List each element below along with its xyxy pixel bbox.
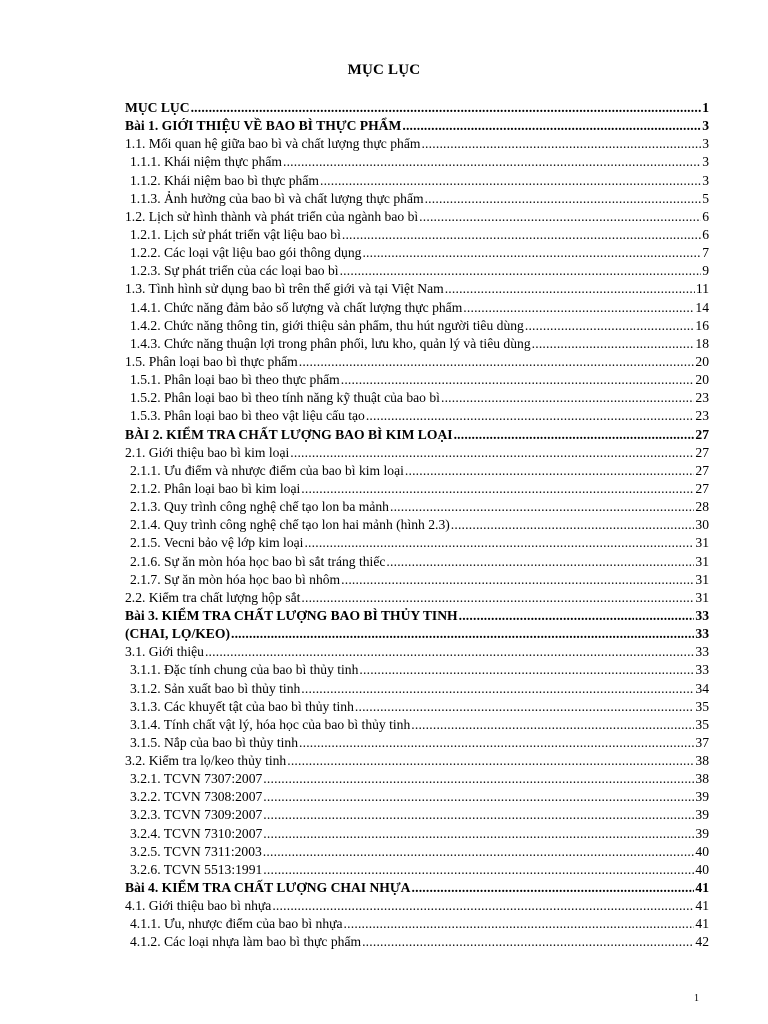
toc-dot-leader <box>301 589 694 607</box>
toc-entry[interactable] <box>125 843 709 861</box>
toc-entry-title: 1.2.1. Lịch sử phát triển vật liệu bao bì <box>130 226 341 242</box>
toc-entry[interactable] <box>125 534 709 552</box>
toc-dot-leader <box>355 698 695 716</box>
toc-entry-page: 30 <box>695 517 709 533</box>
toc-dot-leader <box>340 262 702 280</box>
toc-entry-title: 2.1.2. Phân loại bao bì kim loại <box>130 480 301 496</box>
toc-entry-title: 1.2. Lịch sử hình thành và phát triển của ngành bao bì <box>125 208 419 224</box>
toc-entry-page: 27 <box>695 444 709 460</box>
toc-entry-title: 3.1.2. Sản xuất bao bì thủy tinh <box>130 680 301 696</box>
page-title: MỤC LỤC <box>347 62 421 78</box>
toc-entry-page: 1 <box>702 100 709 115</box>
toc-entry[interactable] <box>125 752 709 770</box>
toc-dot-leader <box>191 99 702 117</box>
toc-dot-leader <box>525 317 695 335</box>
toc-entry-title: 3.1.5. Nắp của bao bì thủy tinh <box>130 734 299 750</box>
toc-entry[interactable] <box>125 716 709 734</box>
toc-dot-leader <box>412 879 695 897</box>
toc-entry-page: 3 <box>702 136 709 152</box>
toc-entry-page: 31 <box>695 553 709 569</box>
toc-entry[interactable] <box>125 335 709 353</box>
toc-entry-page: 20 <box>695 372 709 388</box>
toc-entry-title: 1.2.2. Các loại vật liệu bao gói thông dụng <box>130 245 362 261</box>
toc-entry-page: 38 <box>695 771 709 787</box>
toc-dot-leader <box>263 825 694 843</box>
toc-entry[interactable] <box>125 806 709 824</box>
toc-entry-page: 41 <box>695 880 709 896</box>
toc-entry[interactable] <box>125 153 709 171</box>
toc-entry-page: 28 <box>695 499 709 515</box>
toc-entry[interactable] <box>125 625 709 643</box>
toc-entry-title: 2.1.6. Sự ăn mòn hóa học bao bì sắt tráng thiếc <box>130 553 386 569</box>
toc-entry-page: 3 <box>702 118 709 134</box>
toc-entry-page: 3 <box>702 172 709 188</box>
toc-dot-leader <box>231 625 694 643</box>
toc-entry-page: 14 <box>695 299 709 315</box>
toc-entry-title: 3.2.1. TCVN 7307:2007 <box>130 771 263 787</box>
toc-entry-title: 3.2.4. TCVN 7310:2007 <box>130 825 263 841</box>
toc-entry-title: 1.4.1. Chức năng đảm bảo số lượng và chất lượng thực phẩm <box>130 299 463 315</box>
toc-entry-page: 7 <box>702 245 709 261</box>
toc-entry-page: 39 <box>695 807 709 823</box>
toc-entry-title: 3.1.4. Tính chất vật lý, hóa học của bao bì thủy tinh <box>130 716 411 732</box>
page-number: 1 <box>694 993 699 1004</box>
toc-entry-title: 1.4.2. Chức năng thông tin, giới thiệu sản phẩm, thu hút người tiêu dùng <box>130 317 524 333</box>
toc-dot-leader <box>263 788 694 806</box>
toc-dot-leader <box>299 734 694 752</box>
toc-entry-title: 2.1.7. Sự ăn mòn hóa học bao bì nhôm <box>130 571 341 587</box>
toc-dot-leader <box>299 353 695 371</box>
toc-entry[interactable] <box>125 117 709 135</box>
toc-entry[interactable] <box>125 135 709 153</box>
toc-entry[interactable] <box>125 734 709 752</box>
toc-dot-leader <box>263 770 694 788</box>
toc-dot-leader <box>301 680 694 698</box>
toc-dot-leader <box>454 426 695 444</box>
toc-dot-leader <box>411 716 694 734</box>
toc-entry[interactable] <box>125 371 709 389</box>
toc-entry[interactable] <box>125 444 709 462</box>
toc-entry[interactable] <box>125 280 709 298</box>
toc-entry-page: 33 <box>695 607 709 623</box>
toc-dot-leader <box>287 752 694 770</box>
toc-entry[interactable] <box>125 244 709 262</box>
toc-entry[interactable] <box>125 498 709 516</box>
toc-entry-page: 33 <box>695 662 709 678</box>
toc-dot-leader <box>290 444 694 462</box>
toc-dot-leader <box>263 861 694 879</box>
toc-entry-title: 3.1. Giới thiệu <box>125 644 204 660</box>
toc-dot-leader <box>390 498 694 516</box>
toc-dot-leader <box>419 208 701 226</box>
toc-entry-title: 2.1.3. Quy trình công nghệ chế tạo lon ba mảnh <box>130 499 389 515</box>
toc-entry-title: BÀI 2. KIỂM TRA CHẤT LƯỢNG BAO BÌ KIM LOẠI <box>125 426 453 442</box>
toc-entry-title: 1.1.1. Khái niệm thực phẩm <box>130 154 282 170</box>
toc-entry-title: 1.5. Phân loại bao bì thực phẩm <box>125 353 298 369</box>
toc-entry-page: 38 <box>695 753 709 769</box>
toc-entry-title: 1.2.3. Sự phát triển của các loại bao bì <box>130 263 339 279</box>
toc-entry[interactable] <box>125 389 709 407</box>
toc-entry-page: 40 <box>695 861 709 877</box>
toc-dot-leader <box>362 933 694 951</box>
table-of-contents <box>125 99 709 952</box>
toc-entry[interactable] <box>125 879 709 897</box>
toc-entry-page: 37 <box>695 734 709 750</box>
toc-entry-title: 4.1. Giới thiệu bao bì nhựa <box>125 898 272 914</box>
toc-entry[interactable] <box>125 226 709 244</box>
toc-dot-leader <box>283 153 701 171</box>
toc-entry-title: 2.1.1. Ưu điểm và nhược điểm của bao bì kim loại <box>130 462 404 478</box>
toc-entry-title: (CHAI, LỌ/KEO) <box>125 626 230 642</box>
toc-entry-page: 39 <box>695 789 709 805</box>
toc-entry-title: 1.4.3. Chức năng thuận lợi trong phân phối, lưu kho, quản lý và tiêu dùng <box>130 335 531 351</box>
toc-dot-leader <box>263 843 695 861</box>
toc-dot-leader <box>272 897 694 915</box>
toc-entry-page: 35 <box>695 698 709 714</box>
toc-entry-page: 33 <box>695 644 709 660</box>
toc-entry[interactable] <box>125 915 709 933</box>
toc-dot-leader <box>386 553 694 571</box>
toc-entry[interactable] <box>125 99 709 117</box>
toc-entry-title: MỤC LỤC <box>125 100 190 115</box>
toc-dot-leader <box>359 661 694 679</box>
toc-entry[interactable] <box>125 589 709 607</box>
toc-dot-leader <box>205 643 694 661</box>
toc-entry[interactable] <box>125 353 709 371</box>
toc-entry-title: 4.1.1. Ưu, nhược điểm của bao bì nhựa <box>130 916 343 932</box>
toc-entry[interactable] <box>125 571 709 589</box>
toc-entry[interactable] <box>125 825 709 843</box>
toc-entry-title: 3.2.2. TCVN 7308:2007 <box>130 789 263 805</box>
toc-entry-page: 35 <box>695 716 709 732</box>
toc-entry-page: 16 <box>695 317 709 333</box>
toc-entry[interactable] <box>125 933 709 951</box>
toc-entry-page: 20 <box>695 353 709 369</box>
toc-entry[interactable] <box>125 262 709 280</box>
toc-entry-page: 34 <box>695 680 709 696</box>
toc-entry-title: 3.1.3. Các khuyết tật của bao bì thủy tinh <box>130 698 354 714</box>
toc-entry-title: Bài 3. KIỂM TRA CHẤT LƯỢNG BAO BÌ THỦY TINH <box>125 607 458 623</box>
toc-entry-title: 2.1.4. Quy trình công nghệ chế tạo lon hai mảnh (hình 2.3) <box>130 517 450 533</box>
toc-entry-page: 31 <box>695 571 709 587</box>
toc-entry-title: 1.1.2. Khái niệm bao bì thực phẩm <box>130 172 319 188</box>
toc-entry-title: 3.2. Kiểm tra lọ/keo thủy tinh <box>125 753 287 769</box>
toc-entry[interactable] <box>125 407 709 425</box>
toc-dot-leader <box>362 244 701 262</box>
toc-entry-page: 6 <box>702 208 709 224</box>
toc-entry-page: 27 <box>695 462 709 478</box>
toc-entry-title: 3.2.3. TCVN 7309:2007 <box>130 807 263 823</box>
toc-entry[interactable] <box>125 317 709 335</box>
toc-dot-leader <box>451 516 695 534</box>
toc-entry-page: 33 <box>695 626 709 642</box>
toc-entry-page: 18 <box>695 335 709 351</box>
toc-entry[interactable] <box>125 172 709 190</box>
toc-dot-leader <box>263 806 694 824</box>
toc-entry-title: 3.2.6. TCVN 5513:1991 <box>130 861 263 877</box>
toc-dot-leader <box>445 280 695 298</box>
toc-entry[interactable] <box>125 643 709 661</box>
toc-dot-leader <box>425 190 702 208</box>
toc-entry-page: 23 <box>695 390 709 406</box>
toc-entry-title: 3.1.1. Đặc tính chung của bao bì thủy tinh <box>130 662 359 678</box>
toc-entry[interactable] <box>125 426 709 444</box>
toc-entry-page: 6 <box>702 226 709 242</box>
toc-entry[interactable] <box>125 190 709 208</box>
toc-entry[interactable] <box>125 861 709 879</box>
toc-entry-page: 41 <box>695 916 709 932</box>
toc-entry[interactable] <box>125 680 709 698</box>
toc-entry-title: 2.1. Giới thiệu bao bì kim loại <box>125 444 290 460</box>
toc-dot-leader <box>405 462 695 480</box>
toc-entry[interactable] <box>125 698 709 716</box>
toc-entry[interactable] <box>125 299 709 317</box>
toc-entry-title: 1.3. Tình hình sử dụng bao bì trên thế giới và tại Việt Nam <box>125 281 444 297</box>
toc-dot-leader <box>341 571 694 589</box>
toc-entry[interactable] <box>125 661 709 679</box>
toc-entry-title: 1.5.3. Phân loại bao bì theo vật liệu cấu tạo <box>130 408 365 424</box>
toc-entry-title: 1.5.2. Phân loại bao bì theo tính năng kỹ thuật của bao bì <box>130 390 440 406</box>
toc-entry[interactable] <box>125 208 709 226</box>
toc-entry-title: 3.2.5. TCVN 7311:2003 <box>130 843 262 859</box>
toc-dot-leader <box>342 226 701 244</box>
toc-entry[interactable] <box>125 788 709 806</box>
toc-dot-leader <box>304 534 694 552</box>
toc-entry-title: 1.1.3. Ảnh hưởng của bao bì và chất lượng thực phẩm <box>130 190 424 206</box>
toc-entry[interactable] <box>125 607 709 625</box>
toc-entry-page: 41 <box>695 898 709 914</box>
toc-entry-title: Bài 4. KIỂM TRA CHẤT LƯỢNG CHAI NHỰA <box>125 880 411 896</box>
toc-entry-title: 2.1.5. Vecni bảo vệ lớp kim loại <box>130 535 304 551</box>
toc-entry-title: 2.2. Kiểm tra chất lượng hộp sắt <box>125 589 301 605</box>
toc-entry-page: 27 <box>695 426 709 442</box>
toc-dot-leader <box>402 117 701 135</box>
toc-entry-page: 23 <box>695 408 709 424</box>
toc-entry-page: 27 <box>695 480 709 496</box>
toc-entry-page: 9 <box>702 263 709 279</box>
toc-dot-leader <box>441 389 694 407</box>
toc-entry-page: 11 <box>695 281 709 297</box>
toc-entry-page: 42 <box>695 934 709 950</box>
toc-entry-page: 3 <box>702 154 709 170</box>
toc-entry[interactable] <box>125 462 709 480</box>
toc-entry-page: 39 <box>695 825 709 841</box>
toc-entry[interactable] <box>125 553 709 571</box>
toc-dot-leader <box>421 135 701 153</box>
toc-dot-leader <box>341 371 695 389</box>
toc-entry-title: 4.1.2. Các loại nhựa làm bao bì thực phẩm <box>130 934 362 950</box>
toc-entry-title: Bài 1. GIỚI THIỆU VỀ BAO BÌ THỰC PHẨM <box>125 118 402 134</box>
toc-dot-leader <box>463 299 694 317</box>
toc-entry-page: 40 <box>695 843 709 859</box>
toc-entry[interactable] <box>125 897 709 915</box>
toc-entry[interactable] <box>125 480 709 498</box>
toc-dot-leader <box>459 607 695 625</box>
toc-entry-title: 1.1. Mối quan hệ giữa bao bì và chất lượng thực phẩm <box>125 136 421 152</box>
toc-dot-leader <box>366 407 695 425</box>
toc-dot-leader <box>320 172 701 190</box>
toc-entry[interactable] <box>125 770 709 788</box>
toc-entry-page: 5 <box>702 190 709 206</box>
toc-entry-page: 31 <box>695 535 709 551</box>
toc-dot-leader <box>344 915 695 933</box>
toc-entry[interactable] <box>125 516 709 534</box>
toc-dot-leader <box>532 335 695 353</box>
toc-dot-leader <box>301 480 694 498</box>
toc-entry-title: 1.5.1. Phân loại bao bì theo thực phẩm <box>130 372 340 388</box>
toc-entry-page: 31 <box>695 589 709 605</box>
